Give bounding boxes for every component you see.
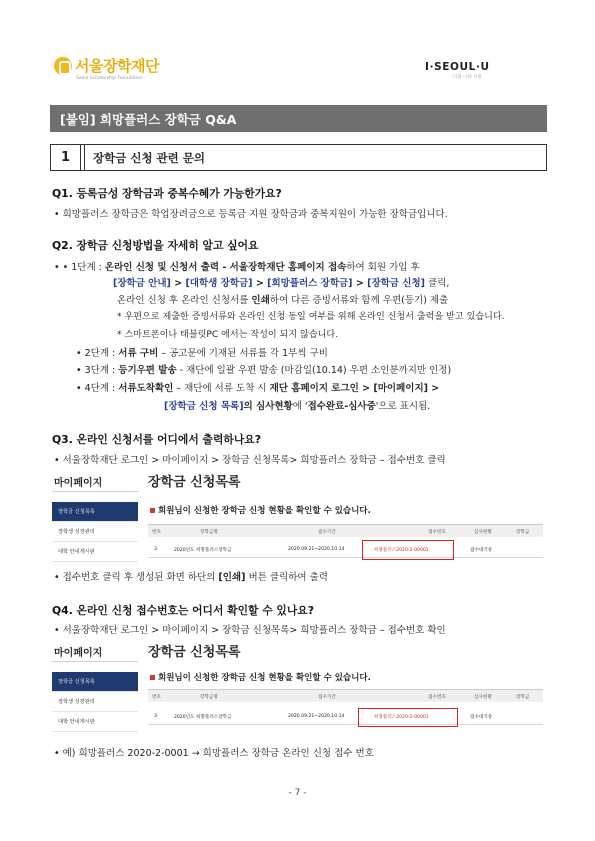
q1-question: Q1. 등록금성 장학금과 중복수혜가 가능한가요? (52, 187, 282, 200)
notice-text: 회원님이 신청한 장학금 신청 현황을 확인할 수 있습니다. (158, 506, 371, 516)
side-item-board: 대학 안내게시판 (52, 542, 138, 562)
path-hope-plus: [희망플러스 장학금] (267, 278, 353, 289)
foundation-logo (54, 55, 159, 76)
step3-suffix: - 재단에 일괄 우편 발송 (마감일(10.14) 우편 소인분까지만 인정) (176, 365, 452, 376)
header-period: 접수기간 (318, 530, 336, 535)
header-scholarship: 장학금 (516, 695, 530, 700)
header-receipt-no: 접수번호 (428, 530, 446, 535)
q2-step4-line1 (76, 380, 439, 394)
q3-print-button-text: [인쇄] (218, 572, 246, 583)
header-period: 접수기간 (318, 695, 336, 700)
mypage-side-title: 마이페이지 (52, 640, 138, 662)
q2-note1: * 우편으로 제출한 증빙서류와 온라인 신청 동일 여부를 위해 온라인 신청서 출력을 받고 있습니다. (117, 312, 505, 322)
header-review: 심사현황 (474, 530, 492, 535)
header-receipt-no: 접수번호 (428, 695, 446, 700)
step3-label: • 3단계 : (76, 365, 119, 376)
step1-suffix: 하여 회원 가입 후 (346, 262, 420, 273)
step4-bold2: 재단 홈페이지 로그인 > [마이페이지] > (269, 383, 440, 394)
foundation-logo-icon (54, 57, 72, 75)
section-number: 1 (51, 145, 81, 170)
q2-step4-line2 (164, 398, 430, 412)
row-no: 3 (154, 714, 157, 719)
notice-square-icon (150, 508, 155, 513)
receipt-number-highlight (362, 540, 454, 560)
notice-text: 회원님이 신청한 장학금 신청 현황을 확인할 수 있습니다. (158, 673, 371, 683)
q2-step1-path: [장학금 안내] > [대학생 장학금] > [희망플러스 장학금] > [장학금 신청] 클릭, (113, 278, 450, 289)
step2-suffix: – 공고문에 기재된 서류를 각 1부씩 구비 (158, 348, 328, 359)
section-heading (50, 144, 547, 171)
row-name: 2020년도 희망플러스장학금 (174, 715, 232, 720)
step2-label: • 2단계 : (76, 348, 119, 359)
header-no: 번호 (152, 530, 161, 535)
foundation-logo-subtext: Seoul Scholarship Foundation (76, 76, 143, 81)
side-item-growth: 장학생 성장관리 (52, 522, 138, 542)
page-number: - 7 - (288, 788, 307, 798)
table-row (148, 710, 543, 725)
iseoulu-logo-subtext: 너와 나의 서울 (453, 75, 482, 80)
q2-step1-line1 (54, 259, 420, 273)
q3-path: • 서울장학재단 로그인 > 마이페이지 > 장학금 신청목록> 희망플러스 장학금 – 접수번호 클릭 (54, 455, 446, 466)
page-header (0, 0, 595, 90)
side-item-scholarship-list: 장학금 신청목록 (52, 672, 138, 692)
step1-bold: 온라인 신청 및 신청서 출력 - 서울장학재단 홈페이지 접속 (104, 262, 347, 273)
row-name: 2020년도 희망플러스장학금 (174, 548, 232, 553)
receipt-number-highlight (358, 708, 458, 727)
q3-screenshot (52, 470, 543, 562)
side-item-growth: 장학생 성장관리 (52, 692, 138, 712)
step2-bold: 서류 구비 (118, 348, 159, 359)
table-row (148, 543, 543, 558)
q3-after-a: • 접수번호 클릭 후 생성된 화면 하단의 (54, 572, 219, 583)
step4-bold: 서류도착확인 (118, 383, 174, 394)
q4-path: • 서울장학재단 로그인 > 마이페이지 > 장학금 신청목록> 희망플러스 장학금 – 접수번호 확인 (54, 625, 446, 636)
step1-l3-print: 인쇄 (251, 295, 270, 306)
scholarship-list-notice (150, 504, 371, 516)
step3-bold: 등기우편 발송 (118, 365, 177, 376)
step4-l2-c: 에 ' (292, 401, 308, 412)
table-header (148, 689, 543, 702)
step4-list-link: [장학금 신청 목록] (164, 401, 244, 412)
q1-answer: • 희망플러스 장학금은 학업장려금으로 등록금 지원 장학금과 중복지원이 가능한 장학금입니다. (54, 209, 448, 220)
step4-mid: – 재단에 서류 도착 시 (173, 383, 270, 394)
q3-after-c: 버튼 클릭하여 출력 (245, 572, 328, 583)
step4-l2-e: '으로 표시됨. (375, 401, 431, 412)
path-university-scholarship: [대학생 장학금] (185, 278, 253, 289)
q2-question: Q2. 장학금 신청방법을 자세히 알고 싶어요 (52, 239, 259, 252)
q2-step1-line3 (117, 292, 448, 306)
q4-question: Q4. 온라인 신청 접수번호는 어디서 확인할 수 있나요? (52, 604, 314, 617)
row-receipt-no: 희망플러스2020-2-00001 (374, 548, 429, 553)
step1-l3-a: 온라인 신청 후 온라인 신청서를 (117, 295, 252, 306)
scholarship-list-notice (150, 671, 371, 683)
path-suffix: 클릭, (425, 278, 450, 289)
row-no: 3 (154, 547, 157, 552)
path-apply: [장학금 신청] (367, 278, 425, 289)
row-receipt-no: 희망플러스2020-2-00001 (374, 715, 429, 720)
scholarship-list-title: 장학금 신청목록 (148, 475, 241, 490)
q2-note2: * 스마트폰이나 태블릿PC 에서는 작성이 되지 않습니다. (117, 330, 339, 340)
table-header (148, 524, 543, 537)
q4-screenshot (52, 640, 543, 732)
step1-l3-c: 하여 다른 증빙서류와 함께 우편(등기) 제출 (269, 295, 449, 306)
step4-status: 의 심사현황 (243, 401, 293, 412)
header-review: 심사현황 (474, 695, 492, 700)
notice-square-icon (150, 675, 155, 680)
header-name: 장학금명 (200, 530, 218, 535)
iseoulu-logo: I·SEOUL·U (425, 61, 490, 73)
row-period: 2020.09.21~2020.10.14 (288, 714, 345, 719)
section-title: 장학금 신청 관련 문의 (93, 151, 205, 165)
q3-question: Q3. 온라인 신청서를 어디에서 출력하나요? (52, 433, 261, 446)
step4-label: • 4단계 : (76, 383, 119, 394)
q4-example: • 예) 희망플러스 2020-2-0001 → 희망플러스 장학금 온라인 신청 접수 번호 (54, 748, 374, 759)
step4-complete-status: 접수완료-심사중 (307, 401, 376, 412)
mypage-side-title: 마이페이지 (52, 470, 138, 492)
q2-step3 (76, 362, 451, 376)
q3-after (54, 569, 328, 583)
header-scholarship: 장학금 (516, 530, 530, 535)
side-item-board: 대학 안내게시판 (52, 712, 138, 732)
scholarship-list-title: 장학금 신청목록 (148, 645, 241, 660)
row-period: 2020.09.21~2020.10.14 (288, 547, 345, 552)
row-review: 접수대기중 (470, 715, 493, 720)
appendix-banner: [붙임] 희망플러스 장학금 Q&A (50, 105, 547, 132)
path-scholarship-info: [장학금 안내] (113, 278, 171, 289)
side-item-scholarship-list: 장학금 신청목록 (52, 502, 138, 522)
q2-step2 (76, 345, 328, 359)
step1-label: • • 1단계 : (54, 262, 105, 273)
row-review: 접수대기중 (470, 548, 493, 553)
header-name: 장학금명 (200, 695, 218, 700)
foundation-logo-text: 서울장학재단 (75, 57, 159, 75)
header-no: 번호 (152, 695, 161, 700)
